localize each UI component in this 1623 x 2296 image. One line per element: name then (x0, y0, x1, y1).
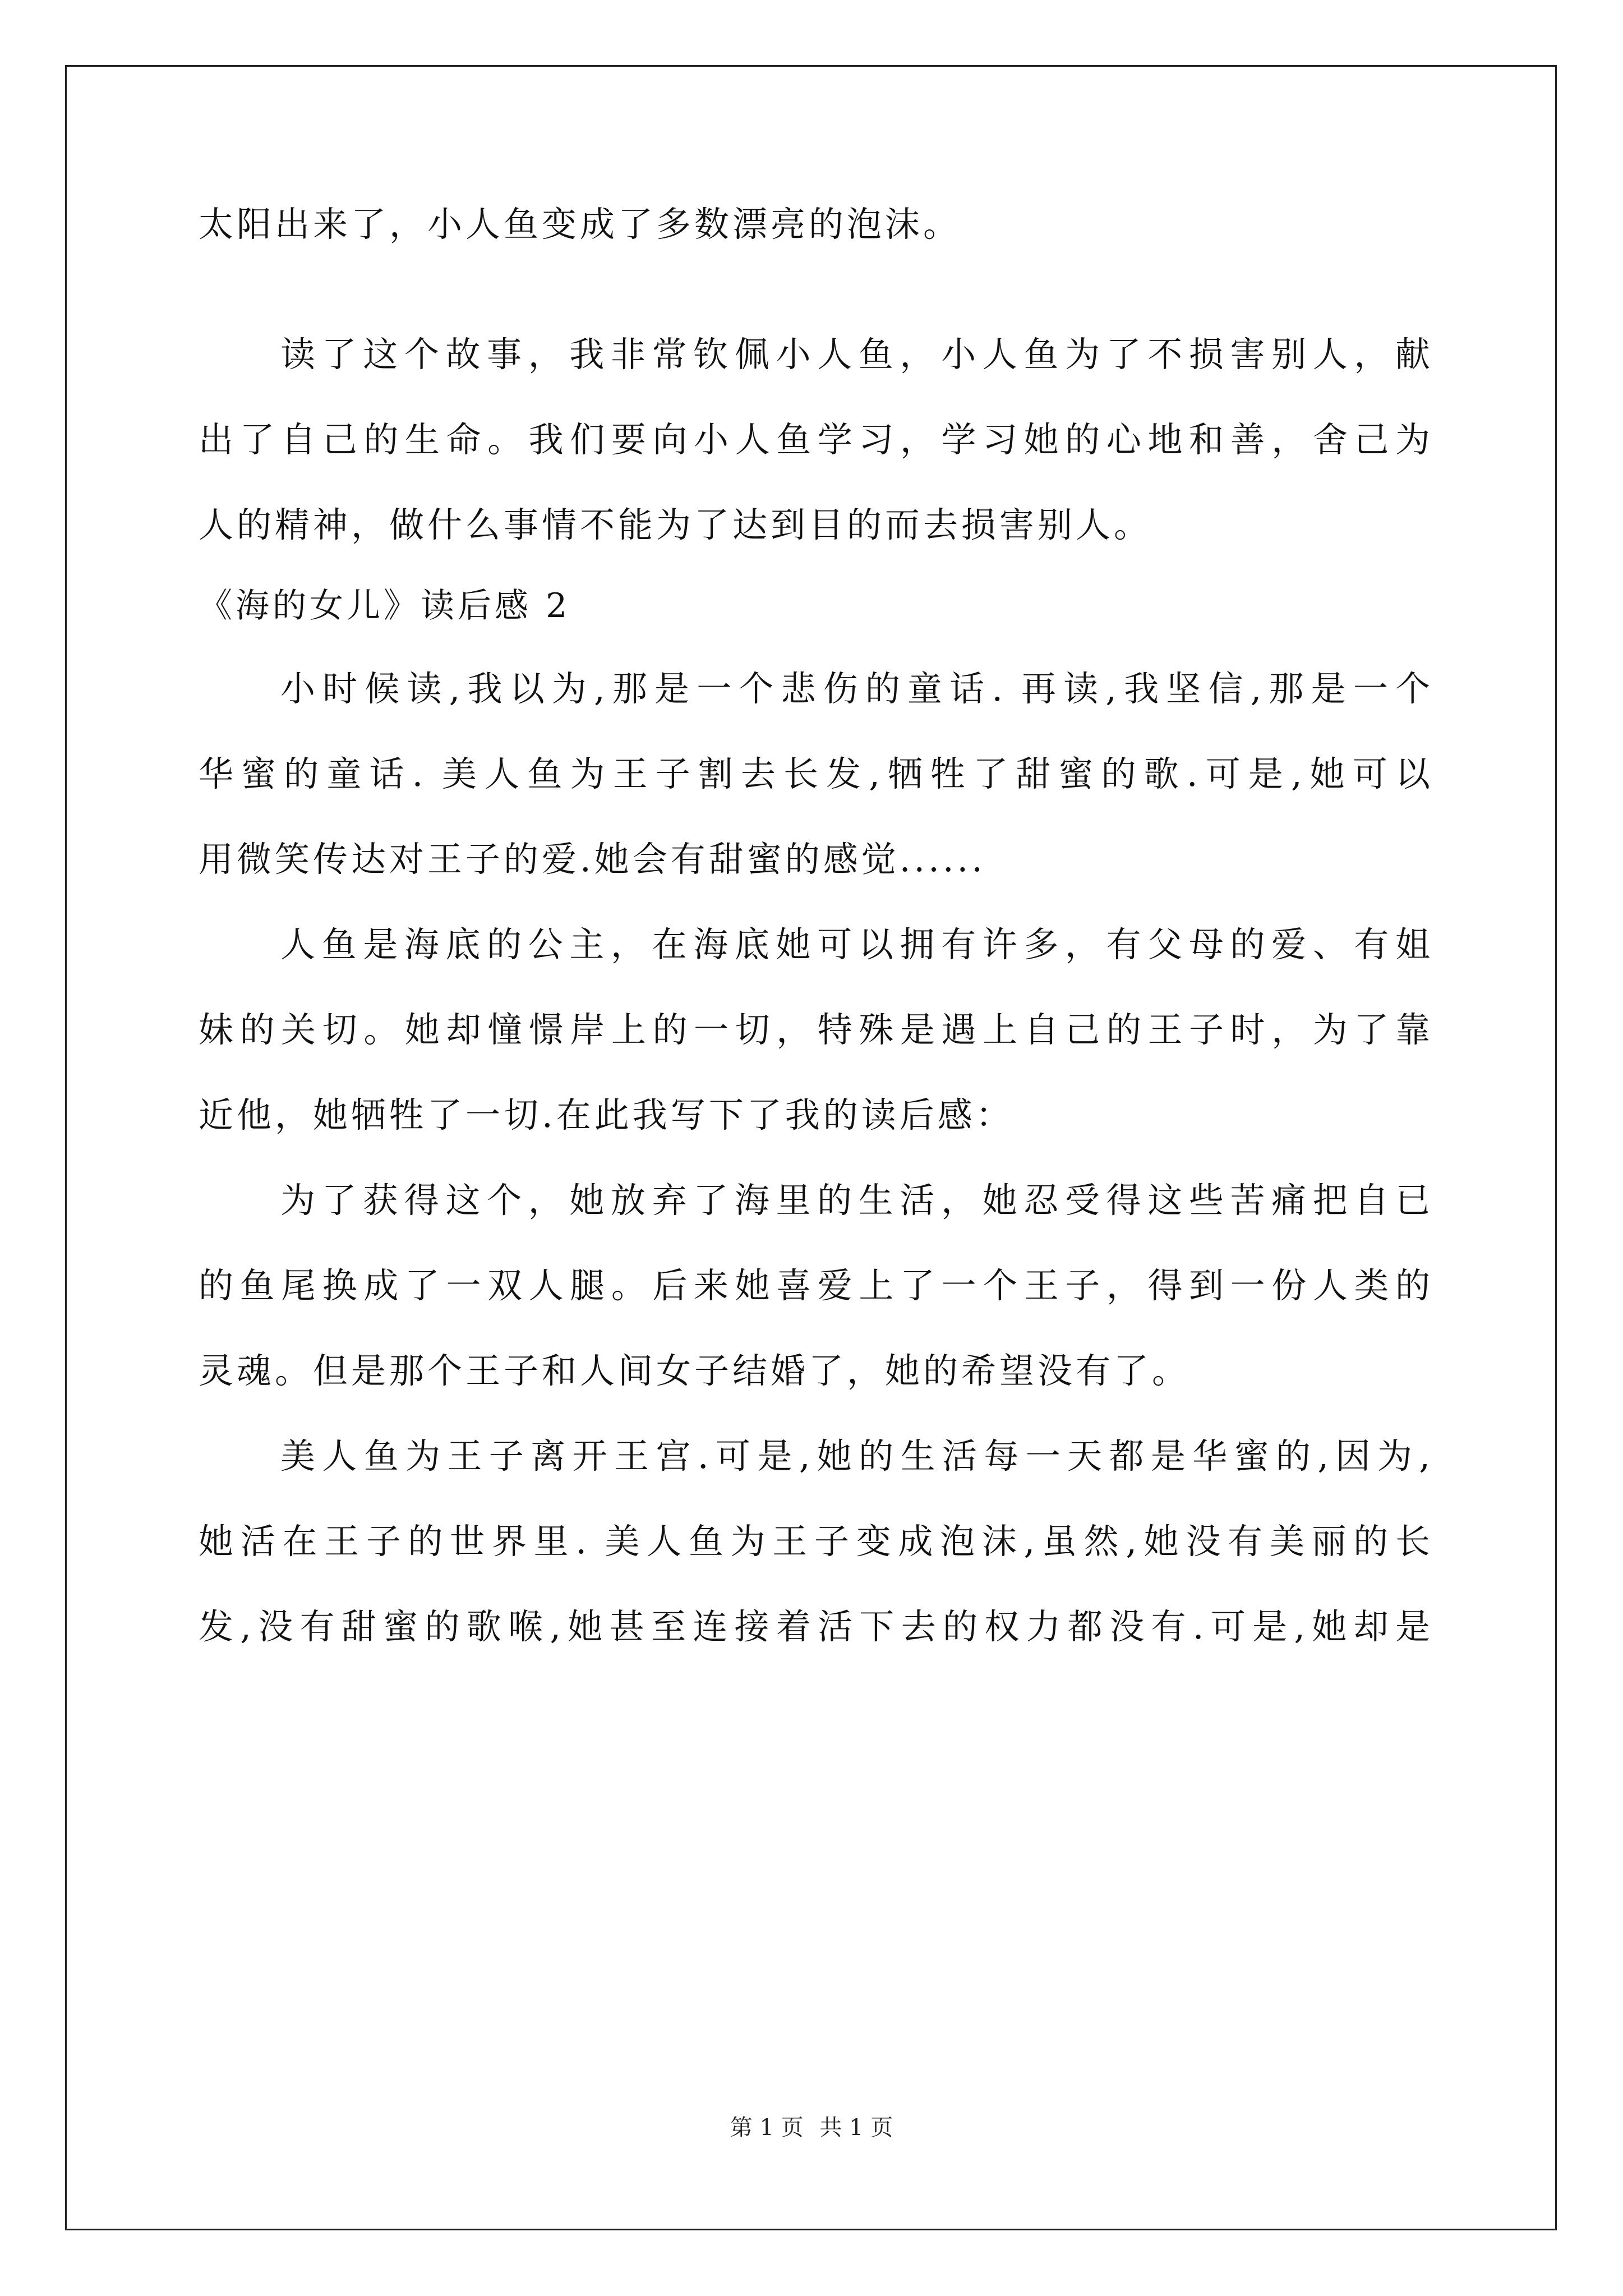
page-footer (0, 2114, 1623, 2142)
paragraph-line: 为了获得这个，她放弃了海里的生活，她忍受得这些苦痛把自已 (280, 1180, 1430, 1221)
paragraph-line: 近他，她牺牲了一切.在此我写下了我的读后感： (199, 1094, 1014, 1135)
paragraph-line: 的鱼尾换成了一双人腿。后来她喜爱上了一个王子，得到一份人类的 (199, 1265, 1430, 1306)
page-number-total: 共 1 页 (819, 2115, 893, 2141)
paragraph-line: 华蜜的童话. 美人鱼为王子割去长发,牺牲了甜蜜的歌.可是,她可以 (199, 753, 1430, 794)
page-number-current: 第 1 页 (730, 2115, 804, 2141)
paragraph-line: 人鱼是海底的公主，在海底她可以拥有许多，有父母的爱、有姐 (280, 924, 1430, 965)
paragraph-line: 读了这个故事，我非常钦佩小人鱼，小人鱼为了不损害别人，献 (280, 334, 1430, 375)
paragraph-line: 小时候读,我以为,那是一个悲伤的童话. 再读,我坚信,那是一个 (280, 668, 1430, 709)
paragraph-line: 她活在王子的世界里. 美人鱼为王子变成泡沫,虽然,她没有美丽的长 (199, 1521, 1430, 1562)
paragraph-line: 灵魂。但是那个王子和人间女子结婚了，她的希望没有了。 (199, 1350, 1191, 1391)
paragraph-line: 人的精神，做什么事情不能为了达到目的而去损害别人。 (199, 504, 1152, 545)
paragraph-line: 用微笑传达对王子的爱.她会有甜蜜的感觉...... (199, 839, 986, 880)
section-title: 《海的女儿》读后感 2 (199, 586, 571, 625)
paragraph-line: 出了自己的生命。我们要向小人鱼学习，学习她的心地和善，舍己为 (199, 419, 1430, 460)
page-border (65, 65, 1557, 2230)
paragraph-line: 美人鱼为王子离开王宫.可是,她的生活每一天都是华蜜的,因为, (280, 1435, 1430, 1476)
paragraph-line: 妹的关切。她却憧憬岸上的一切，特殊是遇上自己的王子时，为了靠 (199, 1009, 1430, 1050)
paragraph-line: 发,没有甜蜜的歌喉,她甚至连接着活下去的权力都没有.可是,她却是 (199, 1606, 1430, 1647)
paragraph-line: 太阳出来了，小人鱼变成了多数漂亮的泡沫。 (199, 204, 962, 245)
